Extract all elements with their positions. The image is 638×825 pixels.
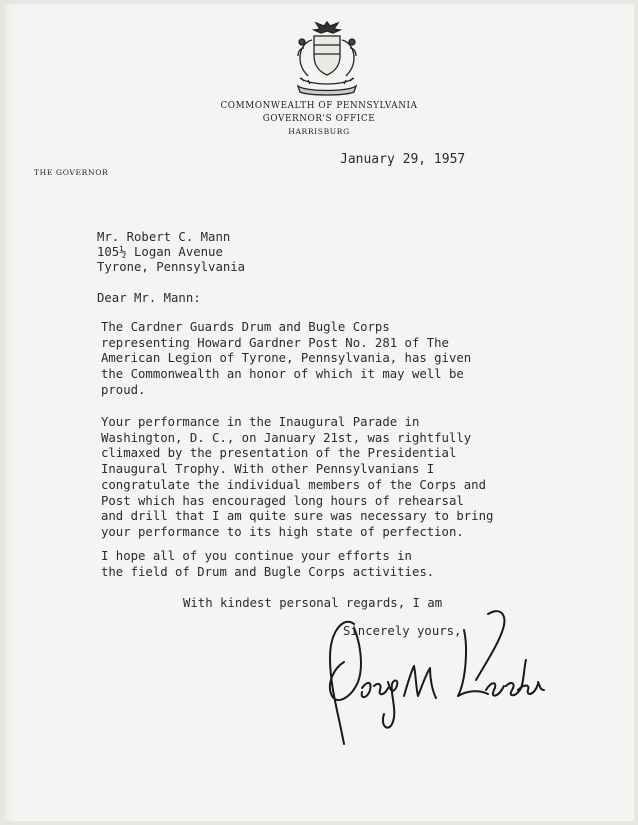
signature [318, 602, 550, 754]
recipient-name: Mr. Robert C. Mann [97, 230, 231, 244]
recipient-city: Tyrone, Pennsylvania [97, 260, 246, 274]
letter-date: January 29, 1957 [340, 152, 466, 167]
body-paragraph-3: I hope all of you continue your efforts in the field of Drum and Bugle Corps activities. [101, 549, 435, 579]
body-paragraph-1: The Cardner Guards Drum and Bugle Corps representing Howard Gardner Post No. 281 of The American Legion of Tyrone, Pennsylvania, has given the Commonwealth an honor of which it may well be proud. [101, 320, 472, 397]
valediction: Sincerely yours, [343, 624, 462, 638]
seal-of-pennsylvania-icon [286, 18, 368, 96]
letterhead-line-3: HARRISBURG [288, 127, 350, 136]
body-paragraph-2: Your performance in the Inaugural Parade in Washington, D. C., on January 21st, was rightfully climaxed by the presentation of the Presidential Inaugural Trophy. With other Pennsylvanians I congratulate the individual members of the Corps and Post which has encouraged long hours of rehearsal and drill that I am quite sure was necessary to bring your performance to its high state of perfection. [101, 415, 494, 539]
office-label: THE GOVERNOR [34, 168, 109, 177]
salutation: Dear Mr. Mann: [97, 291, 201, 305]
recipient-street: 105½ Logan Avenue [97, 245, 223, 259]
letterhead-line-2: GOVERNOR'S OFFICE [262, 114, 376, 124]
closing-line: With kindest personal regards, I am [183, 596, 443, 610]
letterhead-line-1: COMMONWEALTH OF PENNSYLVANIA [220, 101, 418, 111]
